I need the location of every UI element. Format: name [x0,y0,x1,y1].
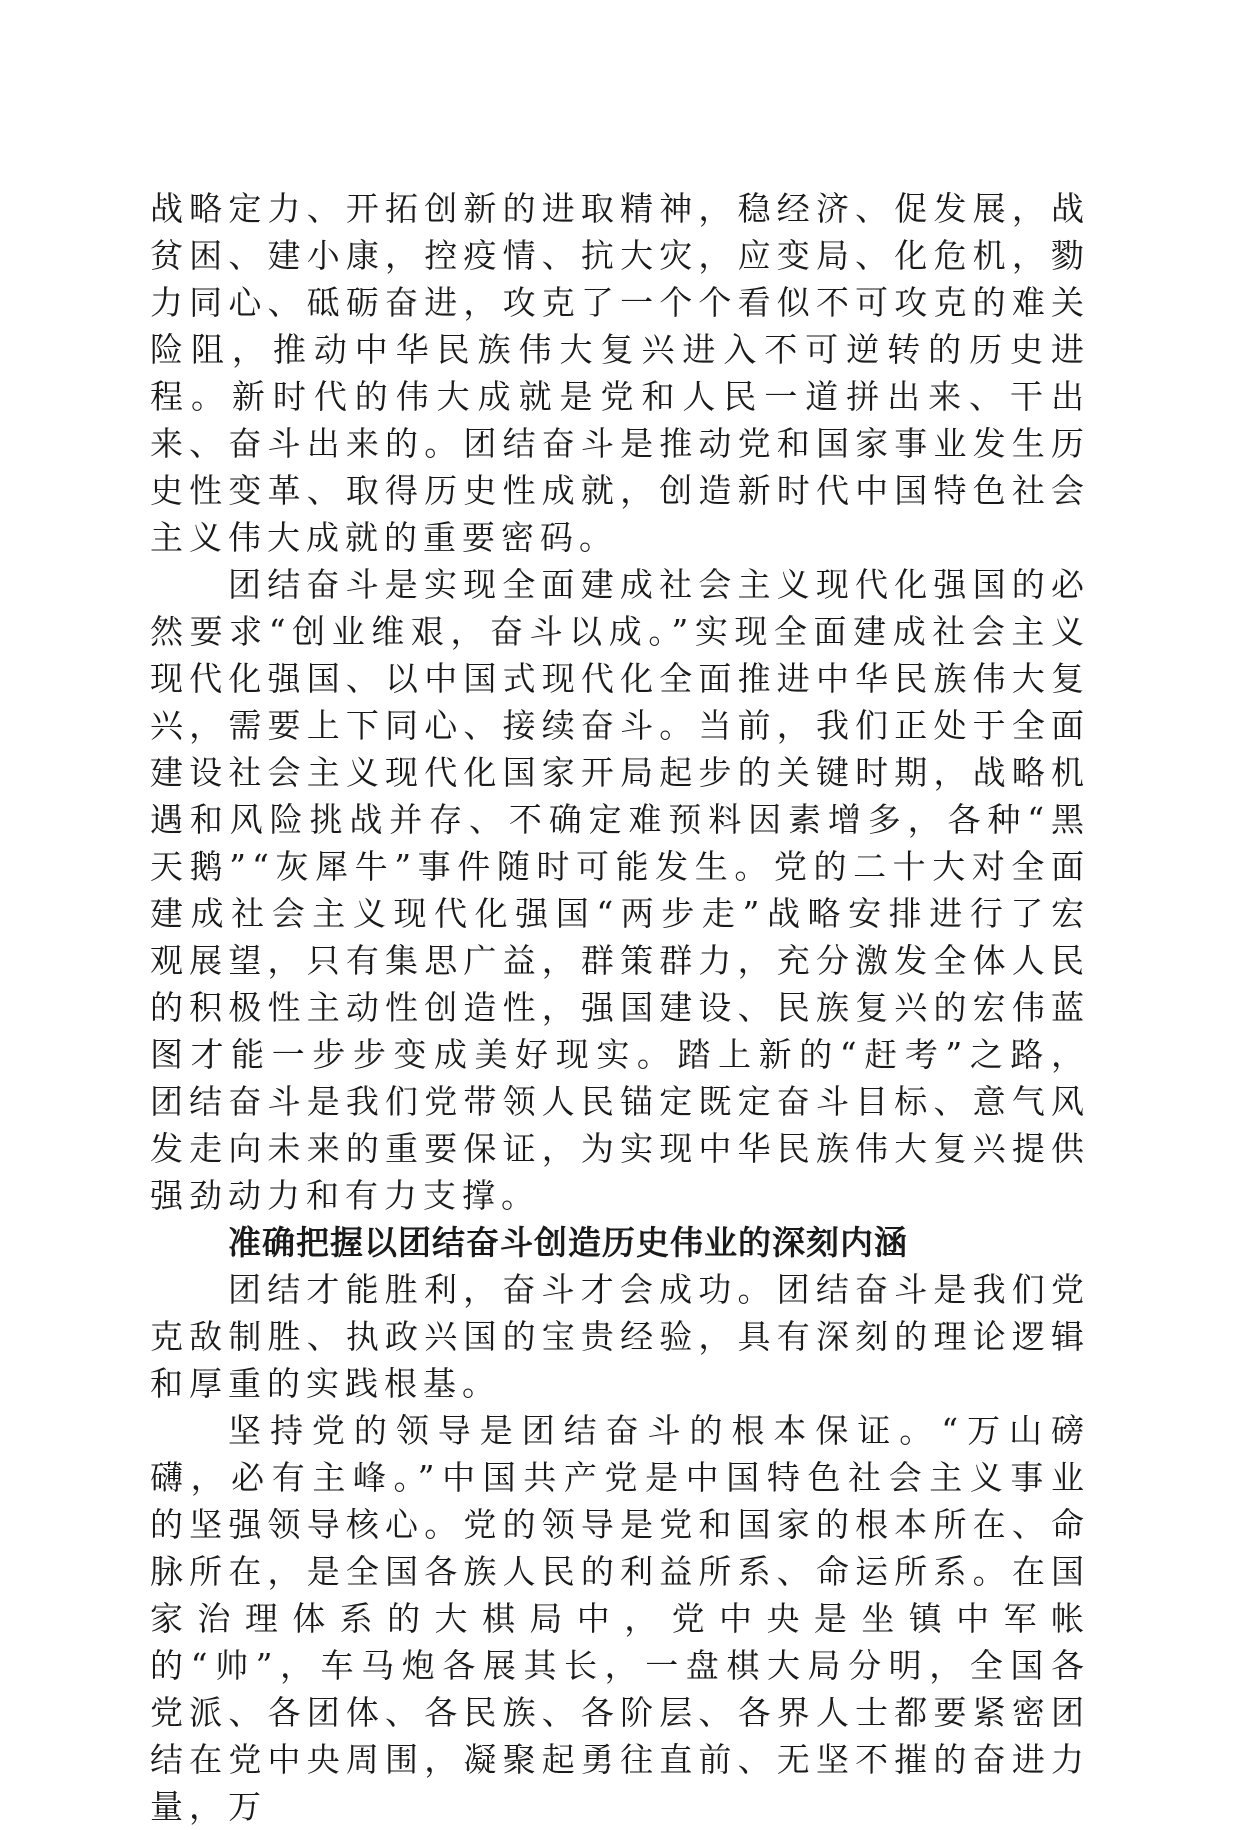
section-heading: 准确把握以团结奋斗创造历史伟业的深刻内涵 [228,1223,908,1262]
paragraph-continuation: 战略定力、开拓创新的进取精神，稳经济、促发展，战贫困、建小康，控疫情、抗大灾，应变局、化危机，勠力同心、砥砺奋进，攻克了一个个看似不可攻克的难关险阻，推动中华民族伟大复兴进入不可逆转的历史进程。新时代的伟大成就是党和人民一道拼出来、干出来、奋斗出来的。团结奋斗是推动党和国家事业发生历史性变革、取得历史性成就，创造新时代中国特色社会主义伟大成就的重要密码。 [150,189,1090,557]
paragraph-party-leadership: 坚持党的领导是团结奋斗的根本保证。“万山磅礴，必有主峰。”中国共产党是中国特色社会主义事业的坚强领导核心。党的领导是党和国家的根本所在、命脉所在，是全国各族人民的利益所系、命运所系。在国家治理体系的大棋局中，党中央是坐镇中军帐的“帅”，车马炮各展其长，一盘棋大局分明，全国各党派、各团体、各民族、各阶层、各界人士都要紧密团结在党中央周围，凝聚起勇往直前、无坚不摧的奋进力量，万 [150,1411,1090,1826]
paragraph-unity-victory: 团结才能胜利，奋斗才会成功。团结奋斗是我们党克敌制胜、执政兴国的宝贵经验，具有深刻的理论逻辑和厚重的实践根基。 [150,1270,1090,1403]
document-page [150,185,1090,1830]
paragraph-unity-requirement: 团结奋斗是实现全面建成社会主义现代化强国的必然要求“创业维艰，奋斗以成。”实现全面建成社会主义现代化强国、以中国式现代化全面推进中华民族伟大复兴，需要上下同心、接续奋斗。当前，我们正处于全面建设社会主义现代化国家开局起步的关键时期，战略机遇和风险挑战并存、不确定难预料因素增多，各种“黑天鹅”“灰犀牛”事件随时可能发生。党的二十大对全面建成社会主义现代化强国“两步走”战略安排进行了宏观展望，只有集思广益，群策群力，充分激发全体人民的积极性主动性创造性，强国建设、民族复兴的宏伟蓝图才能一步步变成美好现实。踏上新的“赶考”之路，团结奋斗是我们党带领人民锚定既定奋斗目标、意气风发走向未来的重要保证，为实现中华民族伟大复兴提供强劲动力和有力支撑。 [150,565,1090,1215]
